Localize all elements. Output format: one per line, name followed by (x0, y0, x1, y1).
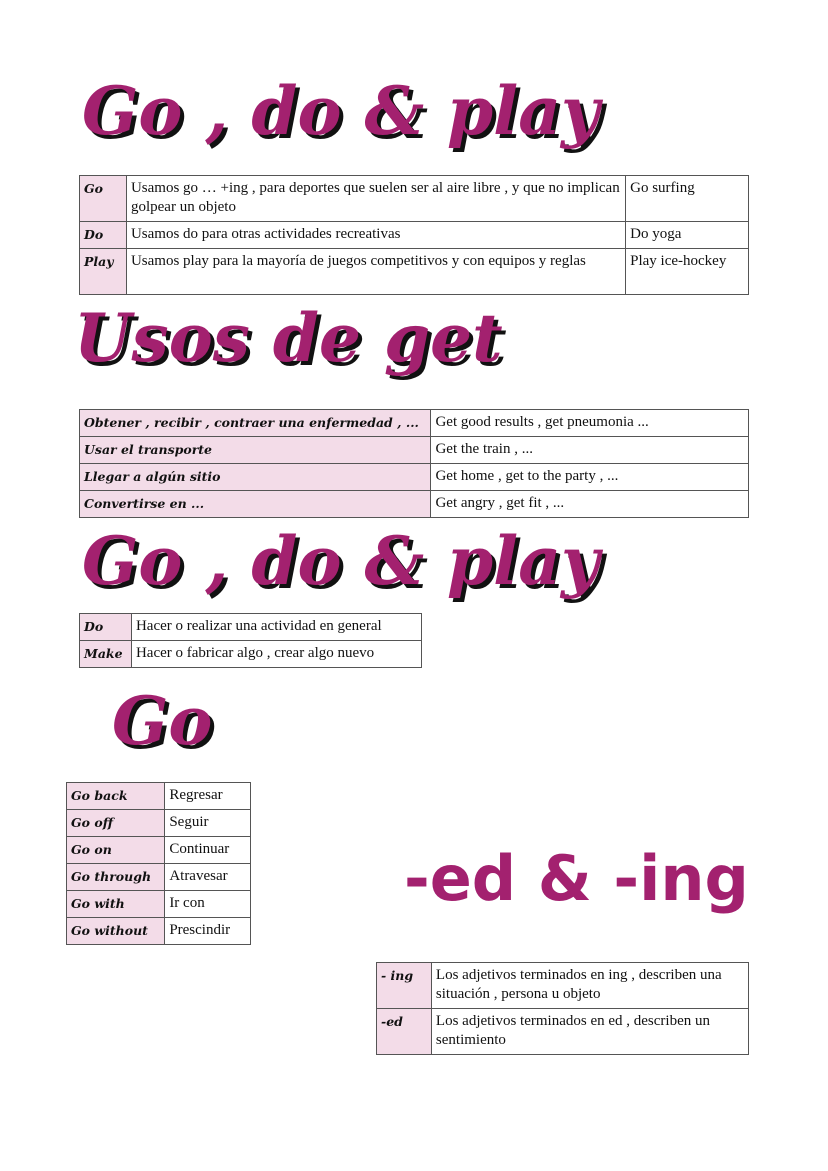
term-cell: Do (80, 222, 127, 249)
table-row (67, 837, 251, 864)
table-row (377, 963, 749, 1009)
table-usos-de-get (79, 409, 749, 518)
suffix-cell: -ed (377, 1009, 432, 1055)
verb-cell: Go with (67, 891, 165, 918)
title-usos-de-get: Usos de get (74, 299, 503, 377)
table-ed-ing (376, 962, 749, 1055)
table-row (80, 614, 422, 641)
table-row (67, 918, 251, 945)
verb-cell: Go without (67, 918, 165, 945)
verb-cell: Go on (67, 837, 165, 864)
term-cell: Play (80, 249, 127, 295)
description-cell: Los adjetivos terminados en ing , describen una situación , persona u objeto (431, 963, 748, 1009)
description-cell: Usamos play para la mayoría de juegos competitivos y con equipos y reglas (126, 249, 625, 295)
table-row (80, 222, 749, 249)
title-go-do-play: Go , do & play (82, 72, 600, 150)
table-row (80, 437, 749, 464)
title-ed-ing: -ed & -ing (404, 842, 749, 915)
description-cell: Usamos go … +ing , para deportes que suelen ser al aire libre , y que no implican golpear un objeto (126, 176, 625, 222)
meaning-cell: Seguir (165, 810, 251, 837)
table-row (80, 176, 749, 222)
example-cell: Get good results , get pneumonia ... (431, 410, 749, 437)
use-cell: Llegar a algún sitio (80, 464, 431, 491)
example-cell: Play ice-hockey (626, 249, 749, 295)
table-row (67, 864, 251, 891)
example-cell: Go surfing (626, 176, 749, 222)
meaning-cell: Continuar (165, 837, 251, 864)
table-row (377, 1009, 749, 1055)
description-cell: Hacer o fabricar algo , crear algo nuevo (131, 641, 421, 668)
meaning-cell: Atravesar (165, 864, 251, 891)
table-row (80, 491, 749, 518)
title-go: Go (112, 682, 213, 760)
use-cell: Obtener , recibir , contraer una enfermedad , ... (80, 410, 431, 437)
term-cell: Make (80, 641, 132, 668)
table-row (67, 783, 251, 810)
example-cell: Get the train , ... (431, 437, 749, 464)
suffix-cell: - ing (377, 963, 432, 1009)
table-row (80, 464, 749, 491)
table-row (67, 891, 251, 918)
table-go-do-play (79, 175, 749, 295)
table-go-phrasal-verbs (66, 782, 251, 945)
table-row (80, 249, 749, 295)
meaning-cell: Prescindir (165, 918, 251, 945)
verb-cell: Go back (67, 783, 165, 810)
use-cell: Convertirse en ... (80, 491, 431, 518)
description-cell: Usamos do para otras actividades recreativas (126, 222, 625, 249)
example-cell: Do yoga (626, 222, 749, 249)
title-do-make: Go , do & play (82, 522, 600, 600)
use-cell: Usar el transporte (80, 437, 431, 464)
term-cell: Go (80, 176, 127, 222)
table-row (67, 810, 251, 837)
meaning-cell: Ir con (165, 891, 251, 918)
term-cell: Do (80, 614, 132, 641)
meaning-cell: Regresar (165, 783, 251, 810)
verb-cell: Go through (67, 864, 165, 891)
example-cell: Get home , get to the party , ... (431, 464, 749, 491)
description-cell: Hacer o realizar una actividad en general (131, 614, 421, 641)
table-row (80, 641, 422, 668)
example-cell: Get angry , get fit , ... (431, 491, 749, 518)
verb-cell: Go off (67, 810, 165, 837)
table-do-make (79, 613, 422, 668)
table-row (80, 410, 749, 437)
description-cell: Los adjetivos terminados en ed , describen un sentimiento (431, 1009, 748, 1055)
